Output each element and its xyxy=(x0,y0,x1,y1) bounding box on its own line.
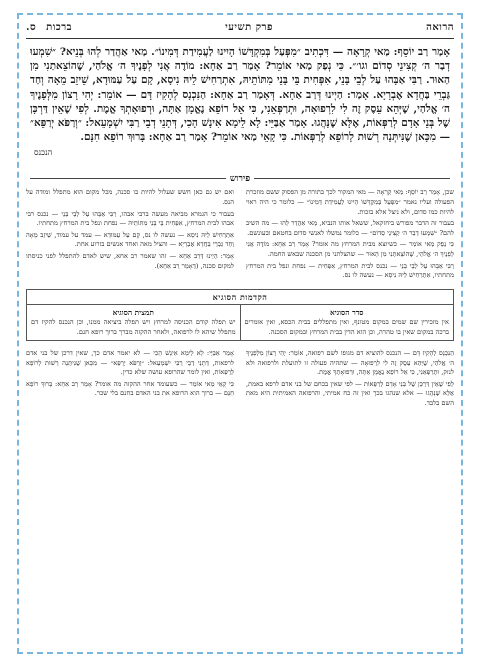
continuation-paragraph: הַנִּכְנָס לְהָקִיז דָּם — הנכנס להוציא דם מגופו לשם רפואה, אוֹמֵר: יְהִי רָצוֹן מִלְּפָנֶיךָ ה׳ אֱלֹהַי, שֶׁיְּהֵא עֵסֶק זֶה לִי לִרְפוּאָה — שתהיה פעולה זו לתועלת ולרפואה ולא לנזק, וּתְרַפְּאֵנִי, כִּי אֵל רוֹפֵא נֶאֱמָן אַתָּה, וּרְפוּאָתְךָ אֱמֶת. xyxy=(246,348,454,377)
sugya-order-column xyxy=(241,305,454,340)
perush-rule-right xyxy=(254,178,450,179)
sugya-summary-heading: תמצית הסוגיא xyxy=(112,307,154,317)
perush-heading xyxy=(26,173,454,184)
commentary-continuation xyxy=(26,349,454,411)
introduction-box-title: הקדמות הסוגיא xyxy=(27,290,453,305)
introduction-box-columns xyxy=(27,305,453,340)
introduction-box xyxy=(26,289,454,341)
header-label: הרואה xyxy=(426,22,454,33)
catchword xyxy=(26,148,454,157)
gemara-text: אָמַר רַב יוֹסֵף: מַאי קְרָאָה — דִּכְתִיב ״מִפְּעַל בְּמִקְדָּשׁוֹ הָיִינוּ לַעֲמִידַת דְּמִינוֹ״. מַאי אַהֲדַר לְהוּ בְּנֵיא? ״שִׁמְעוּ דְבַר ה׳ קְצִינֵי סְדוֹם וגו׳״. כִּי נְפַק מַאי אוֹמֵר? אָמַר רַב אַחָא: מוֹדֶה אֲנִי לְפָנֶיךָ ה׳ אֱלֹהַי, שֶׁהוֹצֵאתַנִי מִן הַאוּר. רַבִּי אַבָּהוּ עַל לְבֵי בָּנֵי, אִפְּחִית בֵּי בָּנֵי מִתּוֹתֵיהּ, אִתְרַחִישׁ לֵיהּ נִיסָא, קָם עַל עַמּוּדָא, שֵׁיזֵב מֵאָה וְחַד גַּבְרֵי בַּחֲדָא אֶבְרָיָא. אָמַר: הַיְינוּ דְּרַב אַחָא. דְּאָמַר רַב אַחָא: הַנִּכְנָס לְהָקִיז דָּם — אוֹמֵר: יְהִי רָצוֹן מִלְּפָנֶיךָ ה׳ אֱלֹהַי, שֶׁיְּהֵא עֵסֶק זֶה לִי לִרְפוּאָה, וּתְרַפְּאֵנִי, כִּי אֵל רוֹפֵא נֶאֱמָן אַתָּה, וּרְפוּאָתְךָ אֱמֶת. לְפִי שֶׁאֵין דַּרְכָּן שֶׁל בְּנֵי אָדָם לְרַפְּאוֹת, אֶלָּא שֶׁנָּהֲגוּ. אָמַר אַבַּיֵּי: לָא לֵימָא אִינָשׁ הָכִי, דְּתָנֵי דְבֵי רַבִּי יִשְׁמָעֵאל: ״וְרַפֹּא יְרַפֵּא״ — מִכָּאן שֶׁנִּיתְּנָה רְשׁוּת לָרוֹפֵא לְרַפְּאוֹת. כִּי קָאֵי מַאי אוֹמֵר? אָמַר רַב אַחָא: בָּרוּךְ רוֹפֵא חִנָּם. xyxy=(30,46,450,144)
perush-paragraph: אִתְרַחִישׁ לֵיהּ נִיסָא — נעשה לו נס, קָם עַל עַמּוּדָא — עמד על עמוד, שֵׁיזֵב מֵאָה וְחַד גַּבְרֵי בַּחֲדָא אֶבְרָיָא — והציל מאה ואחד אנשים בזרוע אחת. xyxy=(26,230,234,249)
perush-paragraph: כִּי נְפַק מַאי אוֹמֵר — כשיוצא מבית המרחץ מה אומר? אָמַר רַב אַחָא: מוֹדֶה אֲנִי לְפָנֶיךָ ה׳ אֱלֹהַי, שֶׁהוֹצֵאתַנִי מִן הָאוּר — שהצלתני מן הסכנה שבאש החמה. xyxy=(246,240,454,258)
perush-paragraph: שכן, אָמַר רַב יוֹסֵף: מַאי קְרָאָה — מאי המקור לכך בתורה מן הפסוק ששם מוזכרת הפעולה ועליו נאמר ״מִפְּעַל בְּמִקְדָּשׁוֹ הָיִינוּ לַעֲמִידַת דְּמִינוֹ״ — כלומר כי היה ראוי להיות כמו סדום, ולא ניצל אלא בזכות. xyxy=(246,188,454,216)
sugya-order-text: אין מזכירין שם שמים במקום מטונף, ואין מתפללים בבית הכסא, ואין אומרים ברכה במקום שאין בו טהרה, וכן הוא הדין בבית המרחץ ובמקום הסכנה. xyxy=(244,318,449,336)
continuation-column-left xyxy=(26,349,234,411)
sugya-order-heading: סדר הסוגיא xyxy=(330,307,364,317)
perush-paragraph: בעבור זה הדבר מפורש ביחזקאל, ששאל אותו הנביא, מַאי אַהֲדַר לְהוּ — מה השיב להם? ״שִׁמְעוּ דְבַר ה׳ קְצִינֵי סְדוֹם״ — כלומר נמשלו לאנשי סדום בחטאם ובעונשם. xyxy=(246,219,454,237)
perush-columns xyxy=(26,188,454,282)
header-page-number: ס. xyxy=(26,22,37,33)
perush-paragraph: אָמַר: הַיְינוּ דְּרַב אַחָא — זהו שאמר רב אחא, שיש לאדם להתפלל לפני כניסתו למקום סכנה, (דְּאָמַר רַב אַחָא). xyxy=(26,251,234,270)
sugya-summary-text: יש תפלה קודם הכניסה למרחץ ויש תפלה ביציאה ממנו, וכן הנכנס להקיז דם מתפלל שיהא לו לרפואה, ולאחר ההקזה מברך ברוך רופא חנם. xyxy=(31,318,236,336)
continuation-paragraph: כִּי קָאֵי מַאי אוֹמֵר — כשעומד אחר ההקזה מה אומר? אָמַר רַב אַחָא: בָּרוּךְ רוֹפֵא חִנָּם — ברוך הוא הרופא את בני האדם בחנם בלי שכר. xyxy=(26,379,234,398)
perush-column-right xyxy=(246,188,454,282)
perush-column-left xyxy=(26,188,234,282)
perush-paragraph: ואם יש גם כאן חשש שעלול להיות בו סכנה, מכל מקום הוא מתפלל ומודה על הנס. xyxy=(26,188,234,207)
perush-paragraph: רַבִּי אַבָּהוּ עַל לְבֵי בָּנֵי — נכנס לבית המרחץ, אִפְּחִית — נפחת ונפל בית המרחץ מתחתיו, אִתְרַחִישׁ לֵיהּ נִיסָא — נעשה לו נס. xyxy=(246,261,454,280)
page-content xyxy=(26,22,454,646)
catchword-text: הנכנס xyxy=(34,148,53,158)
perush-title: פירוש xyxy=(229,174,251,185)
running-header xyxy=(26,22,454,36)
header-divider xyxy=(26,38,454,39)
perush-paragraph: בעבור כי הגמרא מביאה מעשה ברבי אבהו, רַבִּי אַבָּהוּ עַל לְבֵי בָּנֵי — נכנס רבי אבהו לבית המרחץ, אִפְּחִית בֵּי בָּנֵי מִתּוֹתֵיהּ — נפחת ונפל בית המרחץ מתחתיו. xyxy=(26,209,234,228)
continuation-paragraph: אָמַר אַבַּיֵּי: לָא לֵימָא אִינָשׁ הָכִי — לא יאמר אדם כך, שאין דרכן של בני אדם לרפאות, דְּתָנֵי דְבֵי רַבִּי יִשְׁמָעֵאל: ״וְרַפֹּא יְרַפֵּא״ — מִכָּאן שֶׁנִּיתְּנָה רְשׁוּת לָרוֹפֵא לְרַפְּאוֹת, ואין לומר שהרופא עושה שלא כדין. xyxy=(26,348,234,377)
continuation-column-right xyxy=(246,349,454,411)
continuation-paragraph: לְפִי שֶׁאֵין דַּרְכָּן שֶׁל בְּנֵי אָדָם לְרַפְּאוֹת — לפי שאין בכחם של בני אדם לרפא באמת, אֶלָּא שֶׁנָּהֲגוּ — אלא שנהגו בכך ואין זה כח אמיתי, והרפואה האמיתית היא מאת השם בלבד. xyxy=(246,379,454,407)
header-masechet: ברכות xyxy=(46,22,72,33)
sugya-summary-column xyxy=(27,305,241,340)
perush-rule-left xyxy=(30,178,226,179)
header-chapter: פרק תשיעי xyxy=(225,22,273,33)
